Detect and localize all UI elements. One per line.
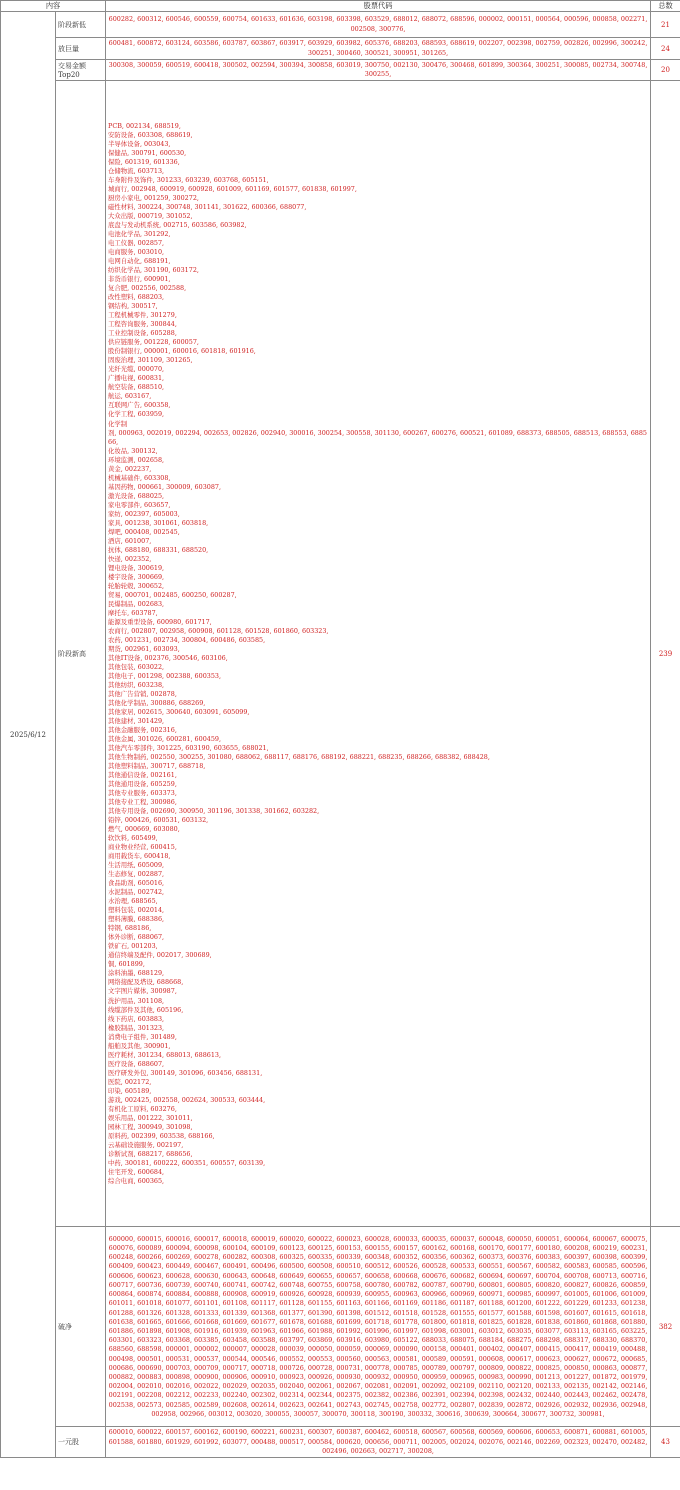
- industry-line: 锂电设备, 300619,: [108, 563, 165, 572]
- industry-line: 生活用纸, 605009,: [108, 861, 165, 870]
- industry-line: 电商服务, 003010,: [108, 248, 165, 257]
- table-row: [1, 12, 680, 38]
- industry-line: 期货, 002961, 603093,: [108, 644, 180, 653]
- industry-line: 其他通信设备, 002161,: [108, 771, 177, 780]
- industry-list: [106, 81, 651, 1227]
- industry-line: 能源及重型设备, 600980, 601717,: [108, 617, 212, 626]
- industry-line: 涂料油墨, 688129,: [108, 969, 165, 978]
- industry-line: 黄金, 002237,: [108, 464, 152, 473]
- industry-line: 软饮料, 605499,: [108, 834, 158, 843]
- industry-line: 城商行, 002948, 600919, 600928, 601009, 601169, 601577, 601838, 601997,: [108, 185, 357, 194]
- industry-line: 其他金融服务, 002316,: [108, 726, 177, 735]
- industry-line: 固废治理, 301109, 301265,: [108, 356, 193, 365]
- industry-line: 食品助剂, 605016,: [108, 879, 165, 888]
- industry-line: 云基础设施服务, 002197,: [108, 1140, 184, 1149]
- industry-line: 光纤光缆, 000070,: [108, 365, 165, 374]
- industry-line: 其他通用设备, 605259,: [108, 780, 177, 789]
- industry-line: 燃气, 000669, 603080,: [108, 825, 180, 834]
- industry-line: 其他生物制药, 002550, 300255, 301080, 688062, 688117, 688176, 688192, 688221, 688235, 688266, 688382, 688428,: [108, 753, 490, 762]
- industry-line: 复合肥, 002556, 002588,: [108, 284, 187, 293]
- industry-line: 安防设备, 603308, 688619,: [108, 131, 193, 139]
- industry-line: 工程机械零件, 301279,: [108, 311, 177, 320]
- header-codes: 股票代码: [106, 1, 651, 12]
- industry-line: 铜, 601899,: [108, 960, 145, 969]
- table-row: [1, 60, 680, 81]
- industry-line: 线缆部件及其他, 605196,: [108, 1005, 184, 1014]
- industry-line: 其他纺织, 603238,: [108, 680, 165, 689]
- header-content: 内容: [1, 1, 106, 12]
- industry-line: 环境监测, 002658,: [108, 455, 165, 464]
- industry-line: 橡胶制品, 301323,: [108, 1023, 165, 1032]
- industry-line: 游戏, 002425, 002558, 002624, 300533, 603444,: [108, 1095, 266, 1104]
- industry-line: 保健品, 300791, 600530,: [108, 149, 187, 158]
- table-row: [1, 1427, 680, 1458]
- industry-line: 医疗设备, 688607,: [108, 1059, 165, 1068]
- industry-line: 非货币银行, 600901,: [108, 275, 171, 284]
- industry-line: 家具, 001238, 301061, 603818,: [108, 518, 209, 527]
- industry-line: 机械基础件, 603308,: [108, 473, 171, 482]
- industry-line: 剂, 000963, 002019, 002294, 002653, 002826, 002940, 300016, 300254, 300558, 301130, 600267, 600276, 600521, 601089, 688373, 688505, 688513, 688553, 688566,: [108, 428, 647, 446]
- industry-line: 水泥制品, 002742,: [108, 888, 165, 897]
- table-row: [1, 38, 680, 60]
- industry-line: 诊断试剂, 688217, 688656,: [108, 1149, 193, 1158]
- industry-line: 船舶及其他, 300901,: [108, 1041, 171, 1050]
- industry-line: 商业物业经营, 600415,: [108, 843, 177, 852]
- industry-line: 电工仪器, 002857,: [108, 239, 165, 248]
- industry-line: 化学工程, 603959,: [108, 410, 165, 419]
- industry-line: 商用载货车, 600418,: [108, 852, 171, 861]
- row-label: 放巨量: [56, 38, 106, 60]
- header-row: [1, 1, 680, 12]
- industry-line: 洗护用品, 301108,: [108, 996, 165, 1005]
- row-codes: 600481, 600872, 603124, 603586, 603787, 603867, 603917, 603929, 603982, 605376, 688203, 688593, 688619, 002207, 002398, 002759, 002826, 002996, 300242, 300251, 300460, 300521, 300951, 301265,: [106, 38, 651, 60]
- industry-line: 供应链服务, 001228, 600057,: [108, 338, 199, 347]
- industry-line: 摩托车, 603787,: [108, 608, 158, 617]
- row-label: 阶段新低: [56, 12, 106, 38]
- industry-line: 其他建材, 301429,: [108, 717, 165, 726]
- industry-line: 激光设备, 688025,: [108, 491, 165, 500]
- row-label: 阶段新高: [56, 81, 106, 1227]
- industry-line: 铁矿石, 001203,: [108, 942, 158, 951]
- industry-line: 医疗研发外包, 300149, 301096, 603456, 688131,: [108, 1068, 263, 1077]
- industry-line: 水治理, 688565,: [108, 897, 158, 906]
- table-row: [1, 81, 680, 1227]
- industry-line: 仓储物流, 603713,: [108, 167, 165, 176]
- row-label: 一元股: [56, 1427, 106, 1458]
- industry-line: 其他专业服务, 603373,: [108, 789, 177, 798]
- industry-line: 文字图片媒体, 300987,: [108, 987, 177, 996]
- row-count: 20: [651, 60, 680, 81]
- industry-line: 生态修复, 002887,: [108, 870, 165, 879]
- industry-line: 股份制银行, 000001, 600016, 601818, 601916,: [108, 347, 256, 356]
- industry-line: 焊吧, 000408, 002545,: [108, 527, 180, 536]
- industry-line: 其他家居, 002615, 300640, 603091, 605099,: [108, 708, 250, 716]
- industry-line: 钢结构, 300517,: [108, 302, 158, 311]
- industry-line: 家纺, 002397, 605003,: [108, 509, 180, 518]
- row-codes: 600282, 600312, 600546, 600559, 600754, 601633, 601636, 603198, 603398, 603529, 688012, 688072, 688596, 000002, 000151, 000564, 000596, 000858, 002271, 002508, 300776,: [106, 12, 651, 38]
- row-count: 21: [651, 12, 680, 38]
- industry-line: 塑料薄膜, 688386,: [108, 915, 165, 924]
- industry-line: 其他化学制品, 300886, 688269,: [108, 698, 206, 707]
- industry-line: 酒店, 601007,: [108, 536, 152, 545]
- industry-line: 体外诊断, 688067,: [108, 933, 165, 942]
- industry-line: 中药, 300181, 600222, 600351, 600557, 603139,: [108, 1158, 266, 1167]
- industry-line: 轮胎轮毂, 300652,: [108, 581, 165, 590]
- date-cell: 2025/6/12: [1, 12, 56, 1458]
- industry-line: 保险, 601319, 601336,: [108, 158, 180, 167]
- row-count: 24: [651, 38, 680, 60]
- industry-line: 大众出版, 000719, 301052,: [108, 212, 193, 221]
- row-label: 交易金额Top20: [56, 60, 106, 81]
- row-count: 239: [651, 81, 680, 1227]
- industry-line: 农商行, 002807, 002958, 600908, 601128, 601528, 601860, 603323,: [108, 626, 329, 635]
- industry-line: 农药, 001231, 002734, 300804, 600486, 603585,: [108, 635, 266, 644]
- industry-line: 综合电商, 600365,: [108, 1176, 165, 1185]
- row-codes: 600010, 600022, 600157, 600162, 600190, 600221, 600231, 600307, 600387, 600462, 600518, 600567, 600568, 600569, 600606, 600653, 600871, 600881, 601005, 601588, 601880, 601929, 601992, 603077, 000488, 000517, 000584, 000620, 000656, 000711, 002005, 002024, 002076, 002146, 002269, 002323, 002470, 002482, 002496, 002663, 002717, 300208,: [106, 1427, 651, 1458]
- industry-line: 民爆制品, 002683,: [108, 599, 165, 608]
- industry-line: 有机化工原料, 603276,: [108, 1104, 177, 1113]
- industry-line: 其他塑料制品, 300717, 688718,: [108, 762, 206, 771]
- industry-line: 住宅开发, 600684,: [108, 1167, 165, 1176]
- industry-line: 原料药, 002399, 603538, 688166,: [108, 1131, 215, 1140]
- industry-line: 抗体, 688180, 688331, 688520,: [108, 545, 209, 554]
- header-total: 总数: [651, 1, 680, 12]
- industry-line: 医疗耗材, 301234, 688013, 688613,: [108, 1050, 221, 1059]
- industry-line: 特钢, 688186,: [108, 924, 152, 933]
- industry-line: 化妆品, 300132,: [108, 446, 158, 455]
- industry-line: 互联网广告, 600358,: [108, 401, 171, 410]
- industry-line: 园林工程, 300949, 301098,: [108, 1122, 193, 1131]
- industry-line: 其他汽车零部件, 301225, 603190, 603655, 688021,: [108, 744, 269, 753]
- industry-line: 娱乐用品, 001222, 301011,: [108, 1113, 193, 1122]
- row-count: 43: [651, 1427, 680, 1458]
- industry-line: 改性塑料, 688203,: [108, 293, 165, 302]
- industry-line: 消费电子组件, 301489,: [108, 1032, 177, 1041]
- industry-line: 广播电视, 600831,: [108, 374, 165, 383]
- industry-line: 铅锌, 000426, 600531, 603132,: [108, 816, 209, 825]
- industry-line: PCB, 002134, 688519,: [108, 121, 181, 130]
- industry-line: 贸易, 000701, 002485, 600250, 600287,: [108, 590, 237, 599]
- industry-line: 印染, 605189,: [108, 1086, 152, 1095]
- row-codes: 300308, 300059, 600519, 600418, 300502, 002594, 300394, 300858, 603019, 300750, 002130, 300476, 300468, 601899, 300364, 300251, 300085, 002734, 300748, 300255,: [106, 60, 651, 81]
- industry-line: 其他电子, 001298, 002388, 600353,: [108, 671, 221, 680]
- industry-line: 楼宇设备, 300669,: [108, 572, 165, 581]
- industry-line: 通信终端及配件, 002017, 300689,: [108, 951, 212, 960]
- industry-line: 半导体设备, 003043,: [108, 140, 171, 149]
- industry-line: 其他广告营销, 002878,: [108, 689, 177, 698]
- industry-line: 底盘与发动机系统, 002715, 603586, 603982,: [108, 221, 247, 230]
- industry-line: 网络接配及塔设, 688668,: [108, 978, 184, 987]
- industry-line: 电网自动化, 688191,: [108, 257, 171, 266]
- industry-line: 其他IT设备, 002376, 300546, 603106,: [108, 653, 228, 662]
- industry-line: 电池化学品, 301292,: [108, 230, 171, 239]
- industry-line: 厨房小家电, 001259, 300272,: [108, 194, 199, 203]
- row-label: 破净: [56, 1227, 106, 1427]
- industry-line: 化学制: [108, 419, 128, 428]
- industry-line: 航空装备, 688510,: [108, 383, 165, 392]
- industry-line: 其他金属, 301026, 600281, 600459,: [108, 735, 221, 744]
- industry-line: 家电零部件, 603657,: [108, 500, 171, 509]
- industry-line: 其他专业工程, 300986,: [108, 798, 177, 807]
- industry-line: 塑料包装, 002014,: [108, 906, 165, 915]
- row-count: 382: [651, 1227, 680, 1427]
- industry-line: 磁性材料, 300224, 300748, 301141, 301622, 600366, 688077,: [108, 203, 307, 212]
- industry-line: 医院, 002172,: [108, 1077, 152, 1086]
- row-codes: 600000, 600015, 600016, 600017, 600018, 600019, 600020, 600022, 600023, 600028, 600033, 600035, 600037, 600048, 600050, 600051, 600064, 600067, 600075, 600076, 600089, 600094, 600098, 600104, 600109, 600123, 600125, 600153, 600155, 600157, 600162, 600168, 600170, 600177, 600180, 600208, 600219, 600231, 600248, 600266, 600269, 600278, 600282, 600308, 600325, 600335, 600339, 600348, 600352, 600356, 600362, 600373, 600376, 600383, 600397, 600398, 600399, 600409, 600423, 600449, 600467, 600491, 600496, 600500, 600508, 600510, 600512, 600526, 600528, 600533, 600551, 600567, 600582, 600583, 600585, 600596, 600606, 600623, 600628, 600630, 600643, 600648, 600649, 600655, 600657, 600658, 600668, 600676, 600682, 600694, 600697, 600704, 600708, 600713, 600716, 600717, 600736, 600739, 600740, 600741, 600742, 600748, 600755, 600758, 600780, 600782, 600787, 600790, 600801, 600805, 600820, 600827, 600826, 600859, 600864, 600874, 600884, 600888, 600908, 600919, 600926, 600928, 600939, 600955, 600963, 600966, 600969, 600971, 600985, 600997, 601005, 601006, 601009, 601011, 601018, 601077, 601101, 601108, 601117, 601128, 601155, 601163, 601166, 601169, 601186, 601187, 601188, 601200, 601222, 601229, 601233, 601238, 601288, 601326, 601328, 601333, 601339, 601368, 601377, 601390, 601398, 601512, 601518, 601528, 601555, 601577, 601588, 601598, 601607, 601615, 601618, 601638, 601665, 601666, 601668, 601669, 601677, 601678, 601688, 601699, 601718, 601778, 601800, 601818, 601825, 601828, 601838, 601860, 601868, 601880, 601886, 601898, 601908, 601916, 601939, 601963, 601966, 601988, 601992, 601996, 601997, 601998, 603001, 603012, 603035, 603077, 603113, 603165, 603225, 603301, 603323, 603368, 603385, 603458, 603588, 603797, 603869, 603916, 603980, 605122, 688033, 688075, 688184, 688275, 688298, 688317, 688330, 688370, 688560, 688598, 000001, 000002, 000007, 000028, 000039, 000050, 000059, 000069, 000090, 000158, 000401, 000402, 000407, 000415, 000417, 000419, 000488, 000498, 000501, 000531, 000537, 000544, 000546, 000552, 000553, 000560, 000563, 000581, 000589, 000591, 000608, 000617, 000623, 000627, 000672, 000685, 000686, 000690, 000703, 000709, 000717, 000718, 000726, 000728, 000731, 000778, 000785, 000789, 000797, 000809, 000822, 000825, 000850, 000863, 000877, 000882, 000883, 000898, 000900, 000906, 000910, 000923, 000926, 000930, 000932, 000950, 000959, 000965, 000983, 000990, 001213, 001227, 001872, 001979, 002004, 002010, 002016, 002022, 002029, 002035, 002040, 002061, 002067, 002081, 002091, 002092, 002109, 002110, 002120, 002133, 002135, 002142, 002146, 002191, 002208, 002212, 002233, 002240, 002302, 002314, 002344, 002375, 002382, 002386, 002391, 002394, 002398, 002432, 002440, 002443, 002462, 002478, 002538, 002573, 002585, 002589, 002608, 002614, 002623, 002641, 002743, 002745, 002758, 002772, 002807, 002839, 002872, 002926, 002932, 002936, 002948, 002958, 002966, 003012, 003020, 300055, 300057, 300070, 300118, 300190, 300332, 300616, 300639, 300664, 300677, 300732, 300981,: [106, 1227, 651, 1427]
- industry-line: 其他专用设备, 002690, 300950, 301196, 301338, 301662, 603282,: [108, 807, 320, 816]
- industry-line: 线下药店, 603883,: [108, 1014, 165, 1023]
- industry-line: 基因药物, 000661, 300009, 603087,: [108, 482, 221, 491]
- industry-line: 纺织化学品, 301190, 603172,: [108, 266, 199, 275]
- table-row: [1, 1227, 680, 1427]
- industry-line: 快递, 002352,: [108, 554, 152, 563]
- industry-line: 工业控制设备, 605288,: [108, 329, 177, 338]
- industry-line: 工程咨询服务, 300844,: [108, 320, 177, 329]
- industry-line: 航运, 603167,: [108, 392, 152, 401]
- industry-line: 车身附件及饰件, 301233, 603239, 603768, 605151,: [108, 176, 269, 185]
- industry-line: 其他包装, 603022,: [108, 662, 165, 671]
